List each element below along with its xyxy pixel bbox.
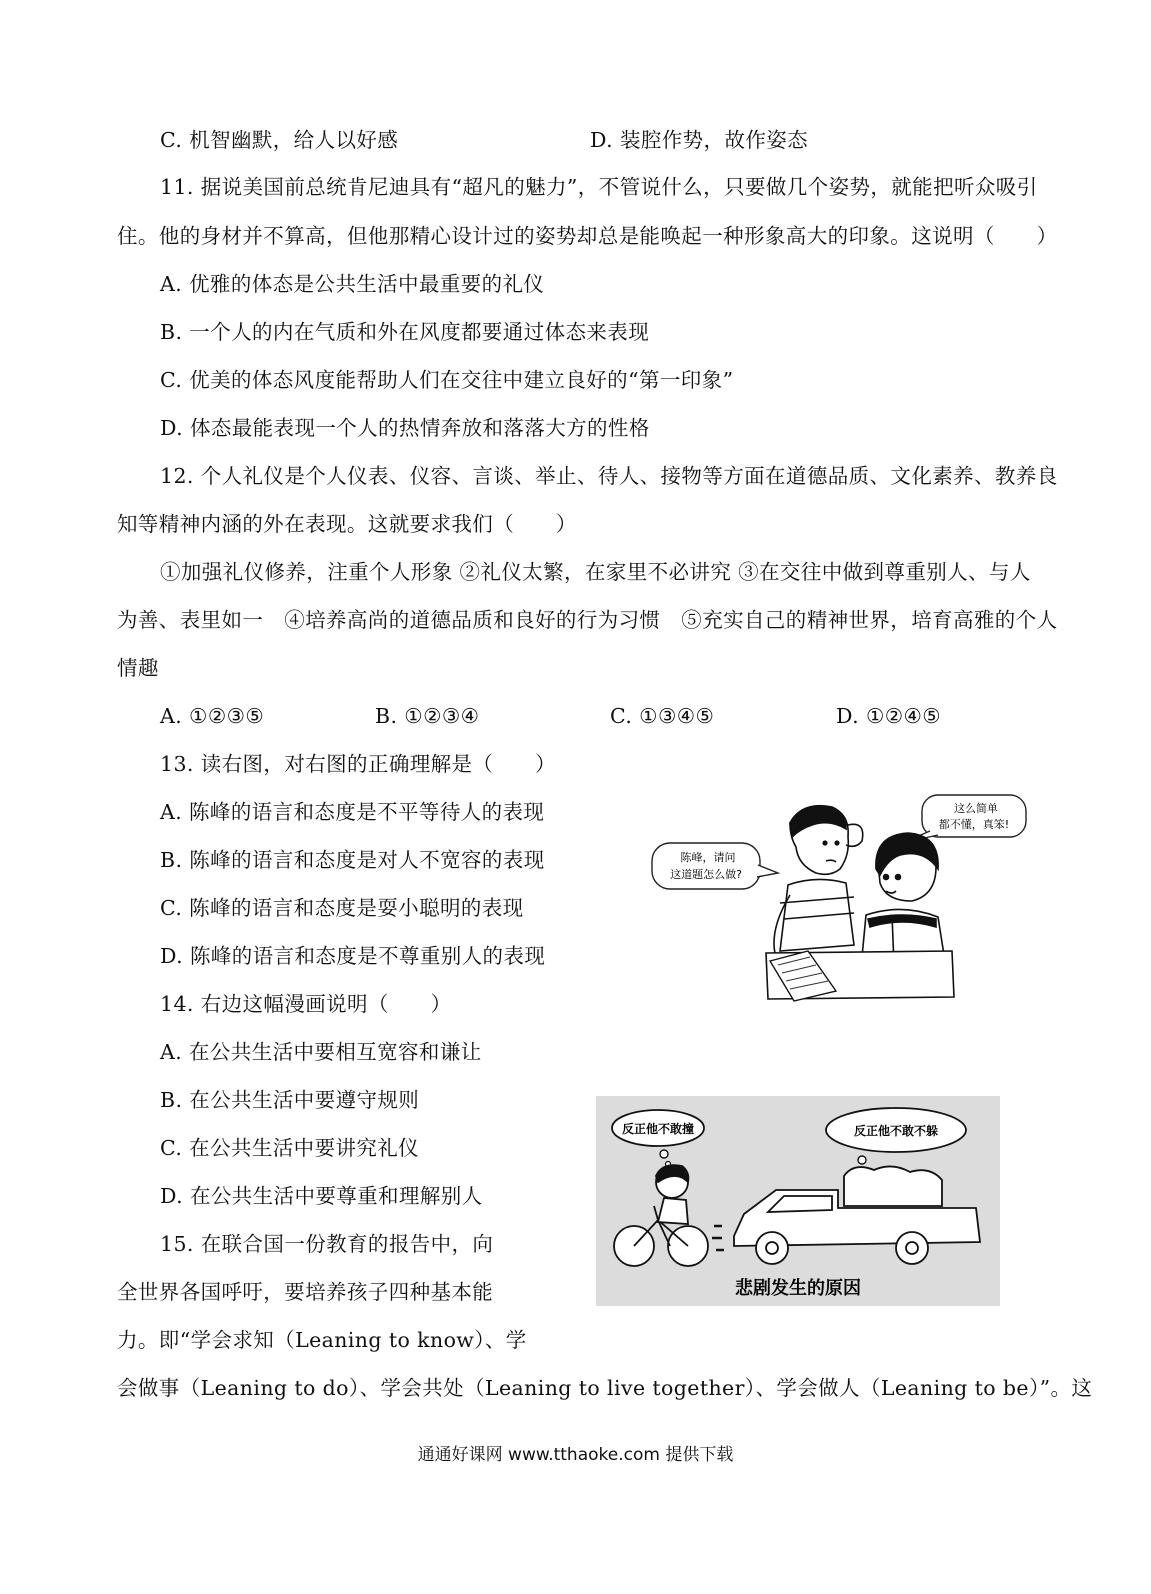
q10-option-d: D. 装腔作势，故作姿态: [590, 128, 809, 152]
q10-option-c: C. 机智幽默，给人以好感: [160, 128, 399, 152]
speech-bubble-cyclist-text: 反正他不敢撞: [621, 1122, 695, 1136]
q12-statements-line-2: 为善、表里如一 ④培养高尚的道德品质和良好的行为习惯 ⑤充实自己的精神世界，培育高雅的个人: [117, 608, 1058, 632]
q13-option-d: D. 陈峰的语言和态度是不尊重别人的表现: [160, 944, 546, 968]
speech-bubble-left-line-1: 陈峰，请问: [680, 851, 736, 864]
q12-option-b: B. ①②③④: [375, 704, 480, 728]
q11-option-b: B. 一个人的内在气质和外在风度都要通过体态来表现: [160, 320, 650, 344]
q12-option-c: C. ①③④⑤: [610, 704, 715, 728]
cartoon-caption: 悲剧发生的原因: [735, 1278, 861, 1299]
q12-statements-line-1: ①加强礼仪修养，注重个人形象 ②礼仪太繁，在家里不必讲究 ③在交往中做到尊重别人、与人: [160, 560, 1031, 584]
page-footer: 通通好课网 www.tthaoke.com 提供下载: [417, 1445, 734, 1465]
speech-bubble-right-line-2: 都不懂，真笨!: [938, 818, 1010, 831]
q12-option-a: A. ①②③⑤: [160, 704, 265, 728]
q14-stem: 14. 右边这幅漫画说明（ ）: [160, 992, 452, 1016]
q11-option-a: A. 优雅的体态是公共生活中最重要的礼仪: [160, 272, 545, 296]
speech-bubble-left-line-2: 这道题怎么做?: [670, 868, 742, 881]
standing-student-figure: [774, 806, 863, 975]
speech-bubble-driver-text: 反正他不敢不躲: [853, 1124, 939, 1138]
q14-option-c: C. 在公共生活中要讲究礼仪: [160, 1136, 420, 1160]
q15-stem-line-2: 全世界各国呼吁，要培养孩子四种基本能: [117, 1280, 494, 1304]
q11-option-c: C. 优美的体态风度能帮助人们在交往中建立良好的“第一印象”: [160, 368, 734, 392]
q12-statements-line-3: 情趣: [117, 656, 159, 680]
q13-stem: 13. 读右图，对右图的正确理解是（ ）: [160, 752, 557, 776]
q11-stem-line-1: 11. 据说美国前总统肯尼迪具有“超凡的魅力”，不管说什么，只要做几个姿势，就能把听众吸引: [160, 175, 1038, 199]
q12-stem-line-1: 12. 个人礼仪是个人仪表、仪容、言谈、举止、待人、接物等方面在道德品质、文化素养、教养良: [160, 464, 1058, 488]
speech-bubble-left: [652, 843, 760, 889]
q15-stem-line-1: 15. 在联合国一份教育的报告中，向: [160, 1232, 494, 1256]
q12-option-d: D. ①②④⑤: [836, 704, 942, 728]
q11-stem-line-2: 住。他的身材并不算高，但他那精心设计过的姿势却总是能唤起一种形象高大的印象。这说明（ ）: [117, 224, 1058, 248]
q14-option-d: D. 在公共生活中要尊重和理解别人: [160, 1184, 483, 1208]
speech-bubble-right-line-1: 这么简单: [954, 802, 998, 815]
q11-option-d: D. 体态最能表现一个人的热情奔放和落落大方的性格: [160, 416, 650, 440]
students-cartoon-image: [640, 785, 1040, 1005]
q13-option-a: A. 陈峰的语言和态度是不平等待人的表现: [160, 800, 545, 824]
q15-stem-line-3: 力。即“学会求知（Leaning to know）、学: [117, 1328, 527, 1352]
q13-option-c: C. 陈峰的语言和态度是耍小聪明的表现: [160, 896, 524, 920]
sitting-student-figure: [862, 833, 944, 969]
q15-stem-line-4: 会做事（Leaning to do）、学会共处（Leaning to live together）、学会做人（Leaning to be）”。这: [117, 1376, 1093, 1400]
q14-option-a: A. 在公共生活中要相互宽容和谦让: [160, 1040, 482, 1064]
q14-option-b: B. 在公共生活中要遵守规则: [160, 1088, 420, 1112]
q12-stem-line-2: 知等精神内涵的外在表现。这就要求我们（ ）: [117, 512, 577, 536]
q13-option-b: B. 陈峰的语言和态度是对人不宽容的表现: [160, 848, 545, 872]
traffic-cartoon-image: [596, 1096, 1000, 1306]
